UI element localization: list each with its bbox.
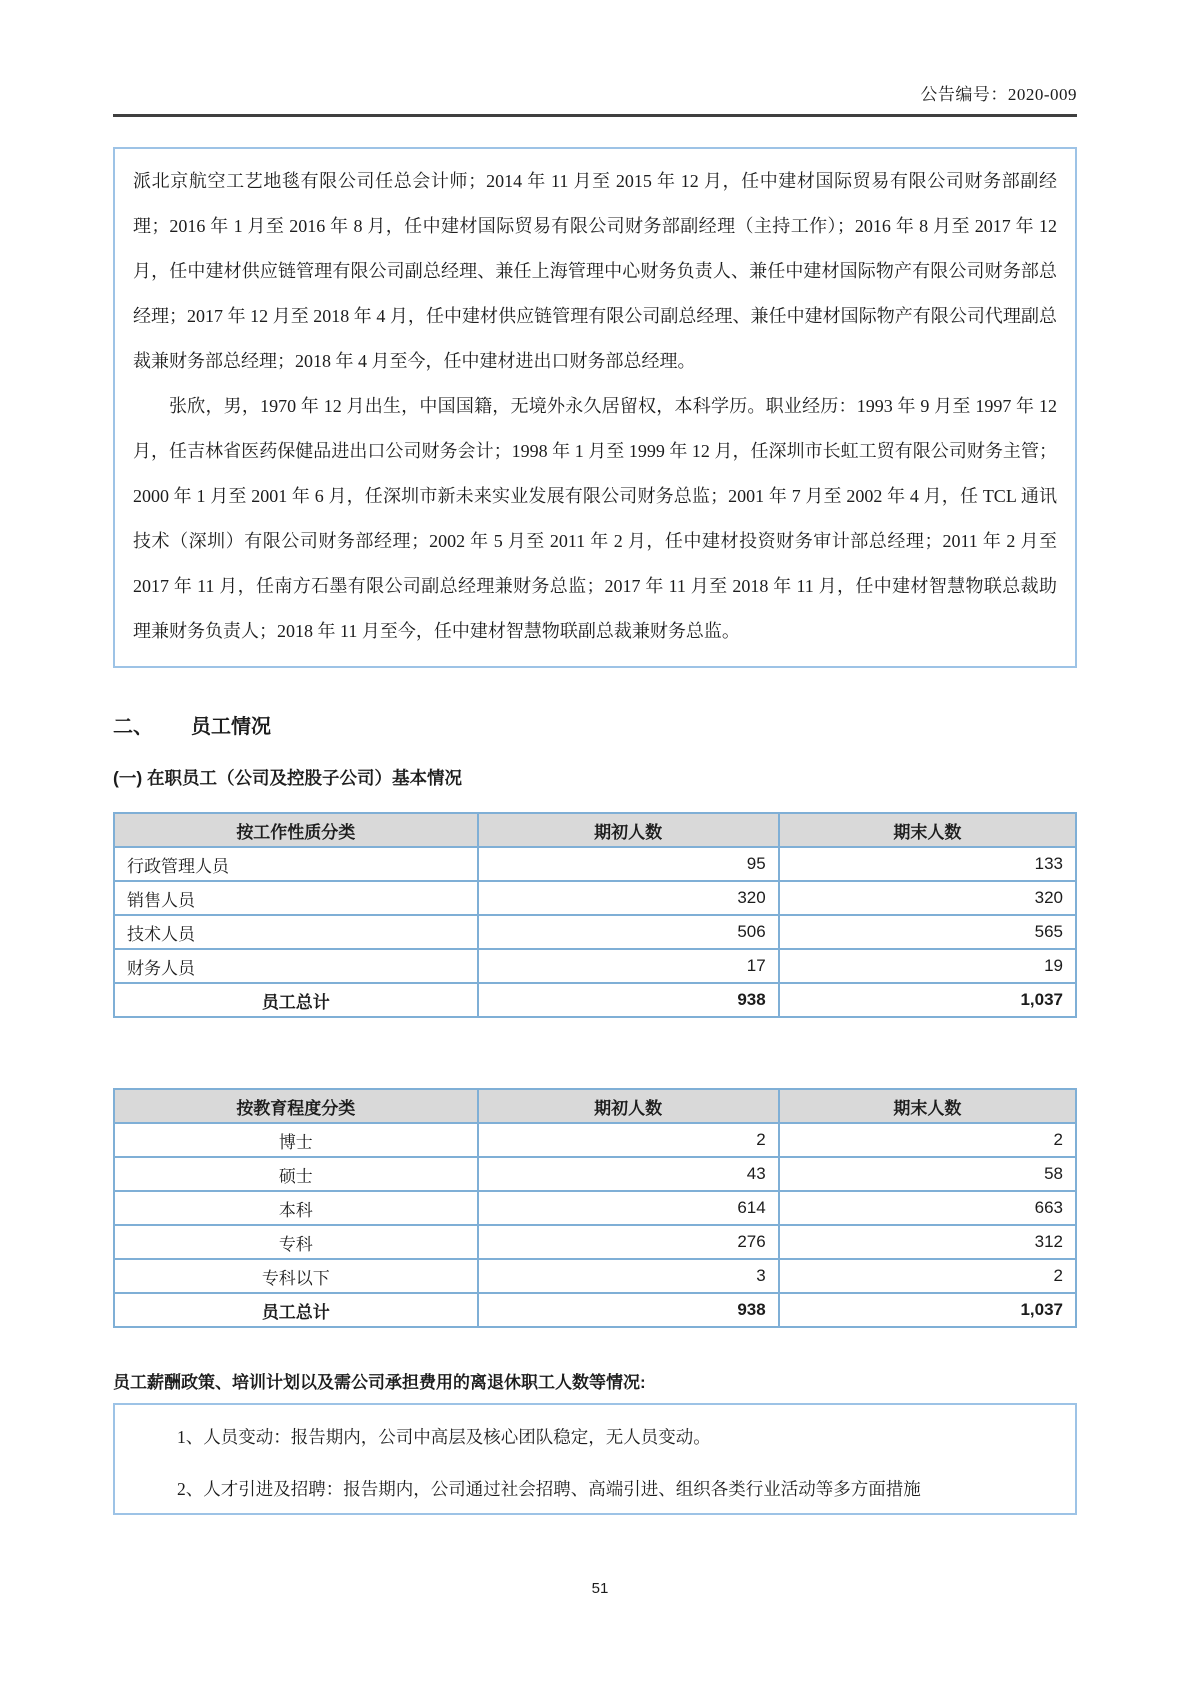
row-label: 专科	[114, 1225, 478, 1259]
row-end-value: 663	[779, 1191, 1076, 1225]
row-label: 技术人员	[114, 915, 478, 949]
column-header-end-count: 期末人数	[779, 813, 1076, 847]
total-end-value: 1,037	[779, 1293, 1076, 1327]
notes-heading: 员工薪酬政策、培训计划以及需公司承担费用的离退休职工人数等情况:	[113, 1373, 646, 1392]
row-end-value: 133	[779, 847, 1076, 881]
row-end-value: 2	[779, 1123, 1076, 1157]
row-end-value: 565	[779, 915, 1076, 949]
table-header-row	[114, 1089, 1076, 1123]
table-total-row	[114, 983, 1076, 1017]
row-start-value: 614	[478, 1191, 779, 1225]
table-row	[114, 1191, 1076, 1225]
header-rule	[113, 114, 1077, 117]
employees-by-education-table	[113, 1088, 1077, 1328]
table-row	[114, 1157, 1076, 1191]
total-end-value: 1,037	[779, 983, 1076, 1017]
row-start-value: 95	[478, 847, 779, 881]
notes-box	[113, 1403, 1077, 1515]
section-heading	[113, 710, 1077, 739]
note-item-2: 2、人才引进及招聘：报告期内，公司通过社会招聘、高端引进、组织各类行业活动等多方面措施	[177, 1479, 921, 1499]
row-start-value: 320	[478, 881, 779, 915]
doc-number: 公告编号：2020-009	[920, 85, 1077, 104]
bio-paragraph-1: 派北京航空工艺地毯有限公司任总会计师；2014 年 11 月至 2015 年 12 月，任中建材国际贸易有限公司财务部副经理；2016 年 1 月至 2016 年 8 月，任中建材国际贸易有限公司财务部副经理（主持工作）；2016 年 8 月至 2017 年 12 月，任中建材供应链管理有限公司副总经理、兼任上海管理中心财务负责人、兼任中建材国际物产有限公司财务部总经理；2017 年 12 月至 2018 年 4 月，任中建材供应链管理有限公司副总经理、兼任中建材国际物产有限公司代理副总裁兼财务部总经理；2018 年 4 月至今，任中建材进出口财务部总经理。	[133, 171, 1057, 371]
column-header-category: 按工作性质分类	[114, 813, 478, 847]
total-start-value: 938	[478, 1293, 779, 1327]
row-label: 硕士	[114, 1157, 478, 1191]
row-start-value: 506	[478, 915, 779, 949]
row-label: 专科以下	[114, 1259, 478, 1293]
row-end-value: 58	[779, 1157, 1076, 1191]
row-end-value: 19	[779, 949, 1076, 983]
subsection-heading: (一) 在职员工（公司及控股子公司）基本情况	[113, 768, 463, 788]
row-label: 行政管理人员	[114, 847, 478, 881]
row-end-value: 312	[779, 1225, 1076, 1259]
column-header-end-count: 期末人数	[779, 1089, 1076, 1123]
biography-box	[113, 147, 1077, 668]
table-row	[114, 881, 1076, 915]
table-row	[114, 1225, 1076, 1259]
section-number: 二、	[113, 716, 153, 738]
row-start-value: 17	[478, 949, 779, 983]
note-item-1: 1、人员变动：报告期内，公司中高层及核心团队稳定，无人员变动。	[177, 1427, 711, 1447]
total-label: 员工总计	[114, 1293, 478, 1327]
table-row	[114, 1123, 1076, 1157]
row-label: 本科	[114, 1191, 478, 1225]
row-start-value: 43	[478, 1157, 779, 1191]
table-total-row	[114, 1293, 1076, 1327]
employees-by-job-table	[113, 812, 1077, 1018]
table-row	[114, 949, 1076, 983]
row-start-value: 2	[478, 1123, 779, 1157]
row-end-value: 2	[779, 1259, 1076, 1293]
table-row	[114, 1259, 1076, 1293]
table-row	[114, 847, 1076, 881]
total-start-value: 938	[478, 983, 779, 1017]
row-label: 博士	[114, 1123, 478, 1157]
page-number: 51	[591, 1580, 609, 1597]
column-header-start-count: 期初人数	[478, 813, 779, 847]
section-title: 员工情况	[191, 716, 271, 738]
table-header-row	[114, 813, 1076, 847]
row-start-value: 3	[478, 1259, 779, 1293]
row-label: 财务人员	[114, 949, 478, 983]
column-header-start-count: 期初人数	[478, 1089, 779, 1123]
row-end-value: 320	[779, 881, 1076, 915]
table-row	[114, 915, 1076, 949]
total-label: 员工总计	[114, 983, 478, 1017]
column-header-category: 按教育程度分类	[114, 1089, 478, 1123]
row-start-value: 276	[478, 1225, 779, 1259]
row-label: 销售人员	[114, 881, 478, 915]
bio-paragraph-2: 张欣，男，1970 年 12 月出生，中国国籍，无境外永久居留权，本科学历。职业经历：1993 年 9 月至 1997 年 12 月，任吉林省医药保健品进出口公司财务会计；1998 年 1 月至 1999 年 12 月，任深圳市长虹工贸有限公司财务主管；2000 年 1 月至 2001 年 6 月，任深圳市新未来实业发展有限公司财务总监；2001 年 7 月至 2002 年 4 月，任 TCL 通讯技术（深圳）有限公司财务部经理；2002 年 5 月至 2011 年 2 月，任中建材投资财务审计部总经理；2011 年 2 月至 2017 年 11 月，任南方石墨有限公司副总经理兼财务总监；2017 年 11 月至 2018 年 11 月，任中建材智慧物联总裁助理兼财务负责人；2018 年 11 月至今，任中建材智慧物联副总裁兼财务总监。	[133, 396, 1057, 641]
